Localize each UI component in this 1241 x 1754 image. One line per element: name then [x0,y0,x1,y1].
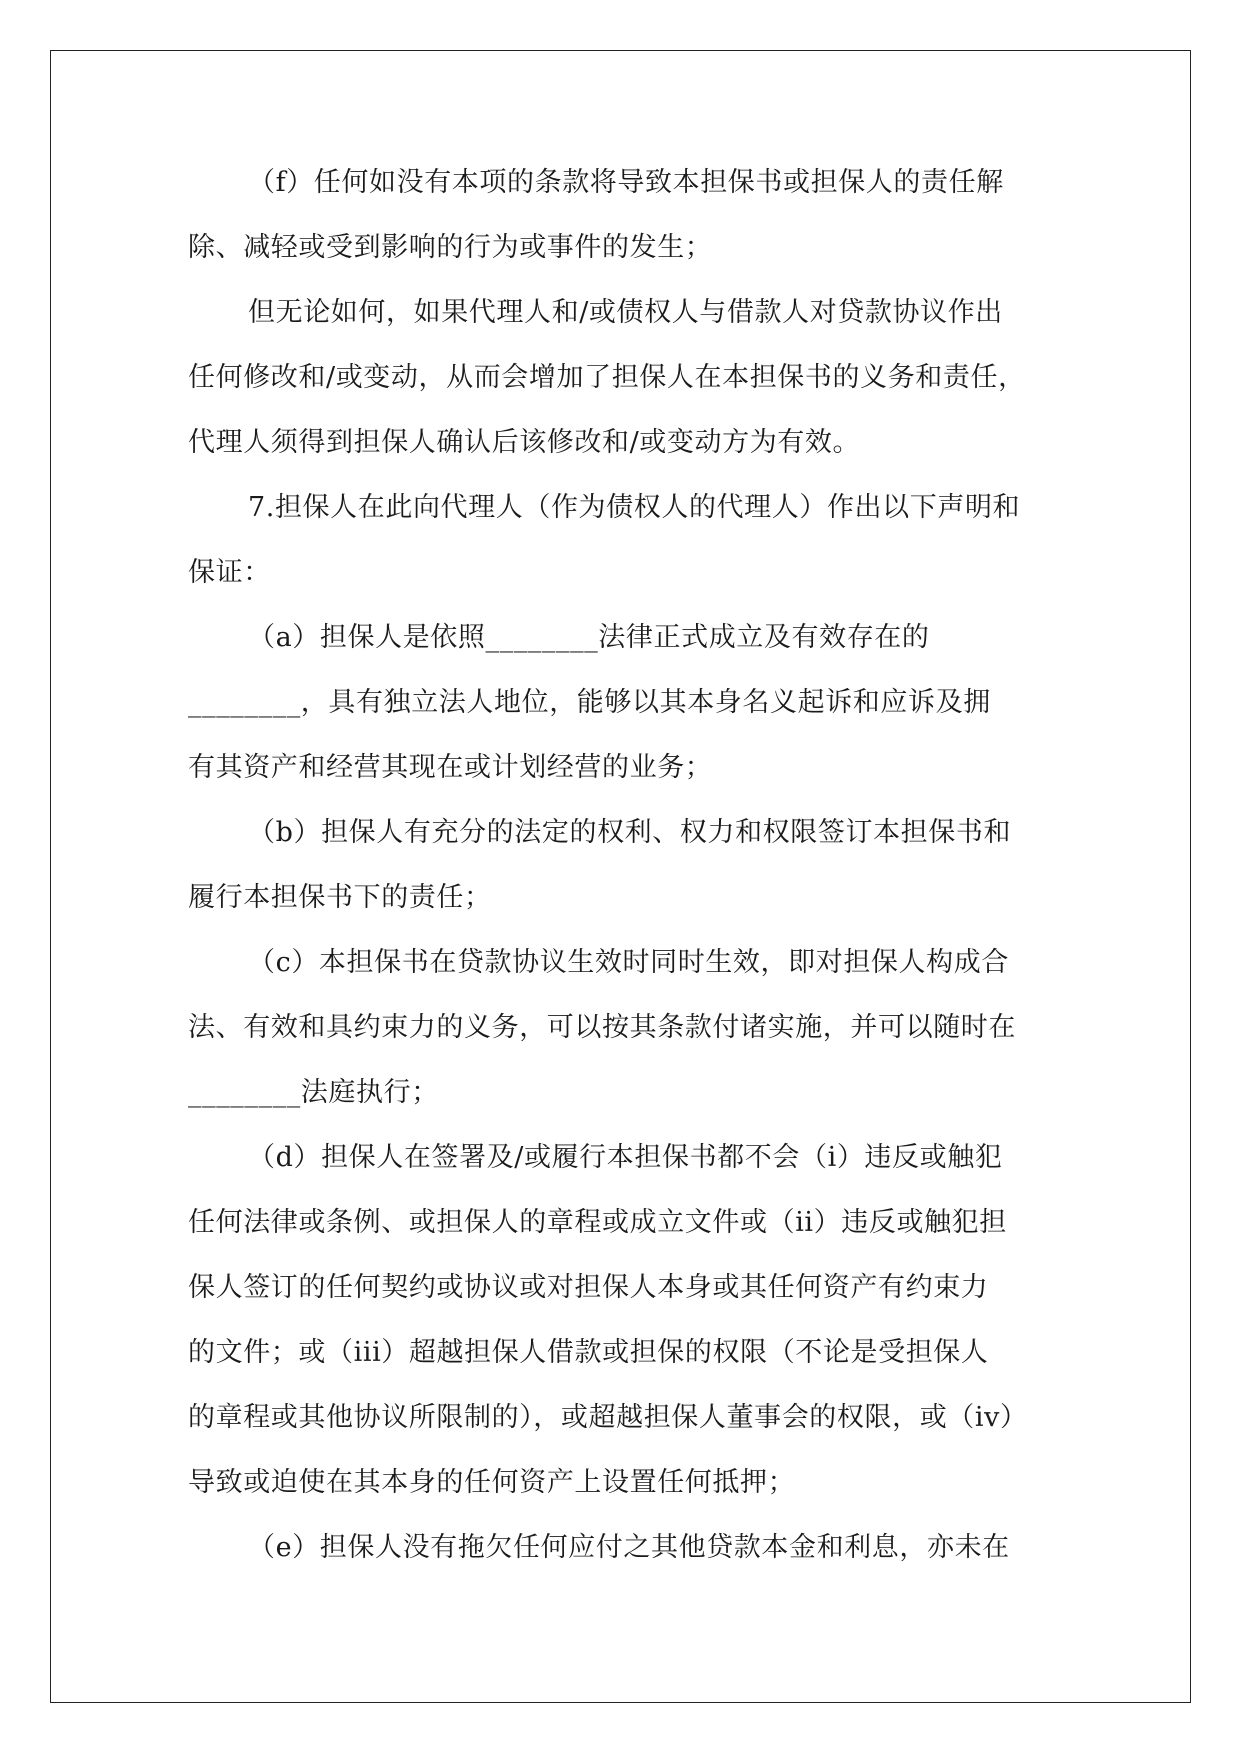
clause-a-line-1: （a）担保人是依照________法律正式成立及有效存在的 [248,622,930,653]
clause-f-line-2: 除、减轻或受到影响的行为或事件的发生； [188,232,713,263]
clause-d-line-4: 的文件；或（iii）超越担保人借款或担保的权限（不论是受担保人 [188,1337,989,1368]
clause-d-line-6: 导致或迫使在其本身的任何资产上设置任何抵押； [188,1467,796,1498]
clause-d-line-5: 的章程或其他协议所限制的），或超越担保人董事会的权限，或（iv） [188,1402,1028,1433]
proviso-line-2: 任何修改和/或变动，从而会增加了担保人在本担保书的义务和责任， [188,362,1026,393]
proviso-line-1: 但无论如何，如果代理人和/或债权人与借款人对贷款协议作出 [248,297,1003,328]
clause-a-line-3: 有其资产和经营其现在或计划经营的业务； [188,752,713,783]
clause-e-line-1: （e）担保人没有拖欠任何应付之其他贷款本金和利息，亦未在 [248,1532,1010,1563]
clause-c-line-3: ________法庭执行； [188,1077,439,1108]
clause-c-line-2: 法、有效和具约束力的义务，可以按其条款付诸实施，并可以随时在 [188,1012,1016,1043]
clause-a-line-2: ________，具有独立法人地位，能够以其本身名义起诉和应诉及拥 [188,687,991,718]
clause-c-line-1: （c）本担保书在贷款协议生效时同时生效，即对担保人构成合 [248,947,1009,978]
clause-d-line-3: 保人签订的任何契约或协议或对担保人本身或其任何资产有约束力 [188,1272,989,1303]
clause-d-line-1: （d）担保人在签署及/或履行本担保书都不会（i）违反或触犯 [248,1142,1003,1173]
clause-b-line-2: 履行本担保书下的责任； [188,882,492,913]
clause-f-line-1: （f）任何如没有本项的条款将导致本担保书或担保人的责任解 [248,167,1004,198]
clause-d-line-2: 任何法律或条例、或担保人的章程或成立文件或（ii）违反或触犯担 [188,1207,1007,1238]
section-7-line-2: 保证： [188,557,271,588]
proviso-line-3: 代理人须得到担保人确认后该修改和/或变动方为有效。 [188,427,861,458]
clause-b-line-1: （b）担保人有充分的法定的权利、权力和权限签订本担保书和 [248,817,1012,848]
section-7-line-1: 7.担保人在此向代理人（作为债权人的代理人）作出以下声明和 [248,492,1021,523]
